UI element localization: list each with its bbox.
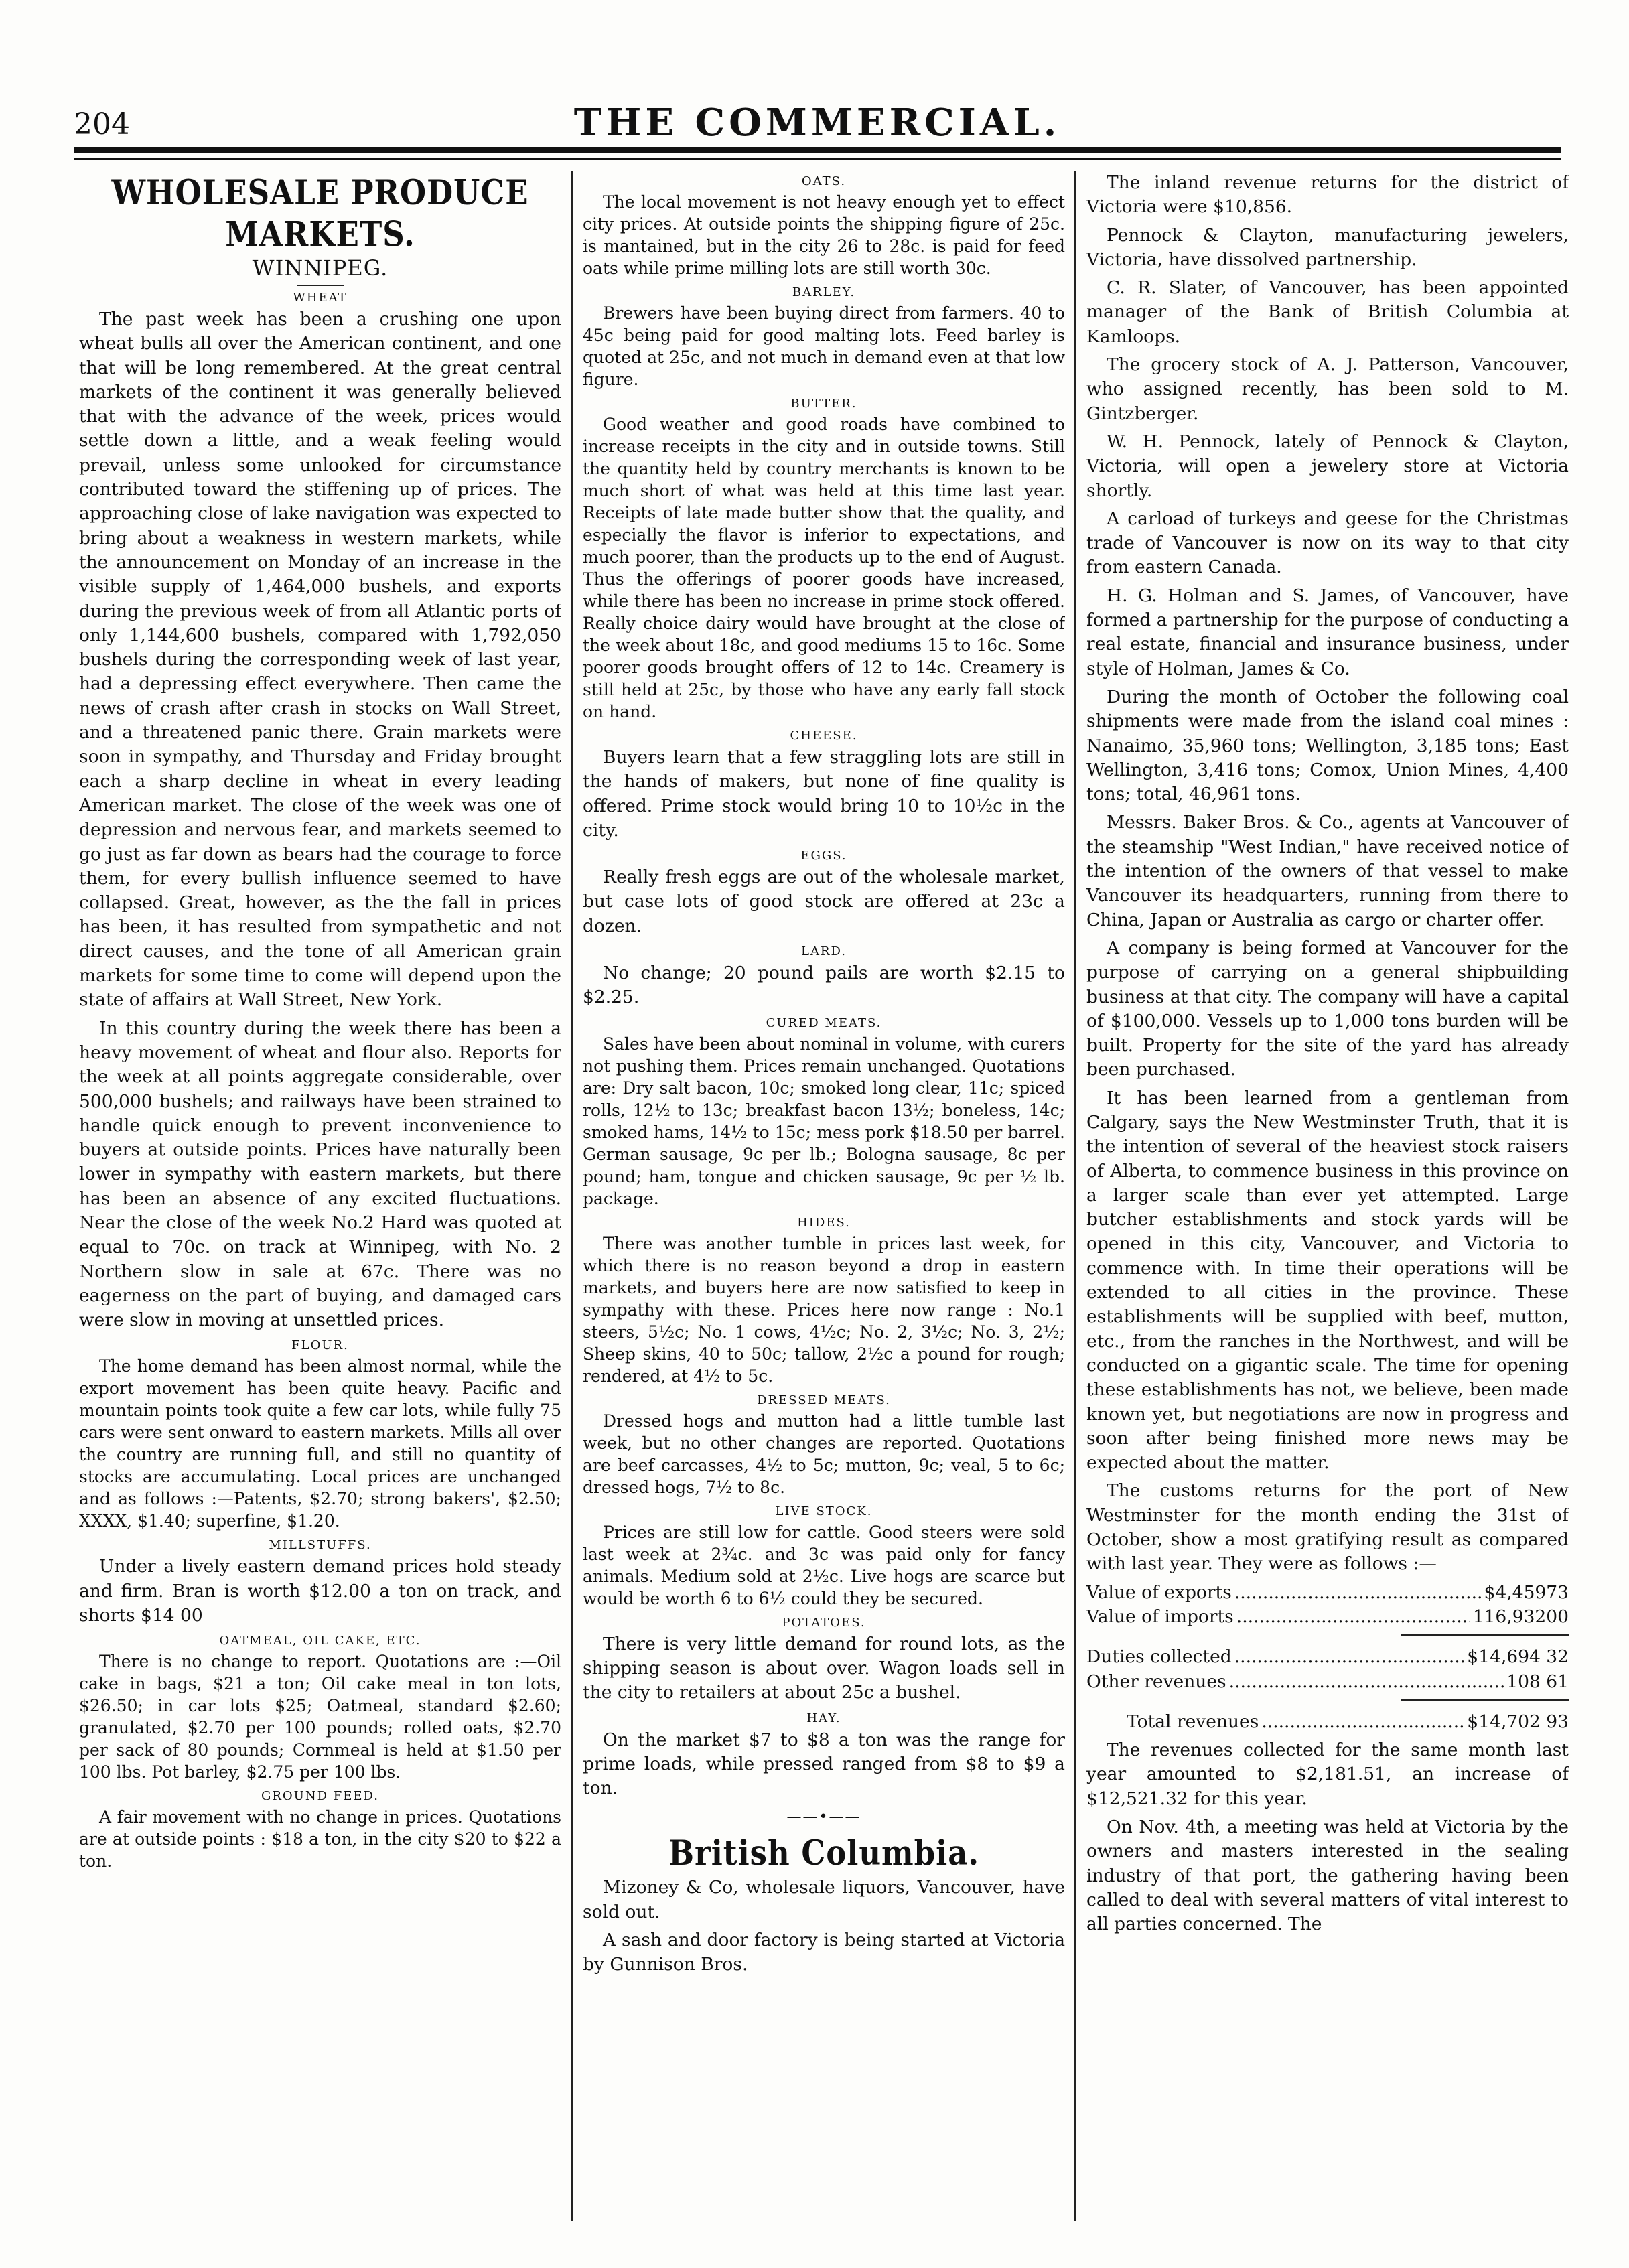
paragraph-butter: Good weather and good roads have combined to increase receipts in the city and in outside towns. Still the quantity held by country merchants is known to be much short of what was held at this time last year. Receipts of late made butter show that the quality, and especially the flavor is inferior to expectations, and much poorer, than the products up to the end of August. Thus the offerings of poorer goods have increased, while there has been no increase in prime stock offered. Really choice dairy would have brought at the close of the week about 18c, and good mediums 15 to 16c. Some poorer goods brought offers of 12 to 14c. Creamery is still held at 25c, by those who have any early fall stock on hand. (583, 415, 1065, 721)
subhead-winnipeg: WINNIPEG. (252, 255, 388, 281)
paragraph-baker-bros: Messrs. Baker Bros. & Co., agents at Vancouver of the steamship "West Indian," have received notice of the intention of the owners of that vessel to make Vancouver its headquarters, running from there to China, Japan or Australia as cargo or charter offer. (1086, 812, 1569, 930)
heading-potatoes: POTATOES. (782, 1615, 866, 1630)
paragraph-lard: No change; 20 pound pails are worth $2.15 to $2.25. (583, 963, 1065, 1008)
paragraph-hay: On the market $7 to $8 a ton was the range for prime loads, while pressed ranged from $8 to $9 a ton. (583, 1729, 1065, 1799)
ledger-leader-dots (1236, 1605, 1470, 1629)
page-number: 204 (74, 107, 130, 141)
paragraph-wheat-2: In this country during the week there has been a heavy movement of wheat and flour also. Reports for the week at all points aggregate considerable, over 500,000 bushels; and railways have been strained to handle quick enough to prevent inconvenience to buyers at outside points. Prices have naturally been lower in sympathy with eastern markets, but there has been an absence of any excited fluctuations. Near the close of the week No.2 Hard was quoted at equal to 70c. on track at Winnipeg, with No. 2 Northern slow in sale at 67c. There was no eagerness on the part of buying, and damaged cars were slow in moving at unsettled prices. (79, 1017, 561, 1331)
section-title-wholesale-produce: WHOLESALE PRODUCE MARKETS. (111, 171, 529, 255)
column-2 (583, 171, 1065, 2228)
heading-cheese: CHEESE. (790, 729, 858, 743)
header-rule-thick (74, 147, 1561, 153)
ledger-amount: $4,45973 (1484, 1581, 1569, 1603)
paragraph-pennock-clayton: Pennock & Clayton, manufacturing jewelers, Victoria, have dissolved partnership. (1086, 224, 1569, 270)
heading-hay: HAY. (806, 1711, 841, 1725)
paragraph-oatmeal: There is no change to report. Quotations are :—Oil cake in bags, $21 a ton; Oil cake meal in ton lots, $26.50; in car lots $25; Oatmeal, standard $2.60; granulated, $2.70 per 100 pounds; rolled oats, $2.70 per sack of 80 pounds; Cornmeal is held at $1.50 per 100 lbs. Pot barley, $2.75 per 100 lbs. (79, 1652, 561, 1782)
heading-lard: LARD. (800, 944, 847, 959)
paragraph-oats: The local movement is not heavy enough yet to effect city prices. At outside points the shipping figure of 25c. is mantained, but in the city 26 to 28c. is paid for feed oats while prime milling lots are still worth 30c. (583, 192, 1065, 278)
ledger-leader-dots (1261, 1710, 1464, 1734)
page-header (74, 100, 1561, 154)
ledger-row-duties (1086, 1645, 1569, 1669)
paragraph-live-stock: Prices are still low for cattle. Good steers were sold last week at 2¾c. and 3c was paid only for fancy animals. Medium sold at 2½c. Live hogs are scarce but would be worth 6 to 6½ could they be secured. (583, 1522, 1065, 1608)
ledger-label: Total revenues (1127, 1711, 1259, 1732)
paragraph-shipbuilding: A company is being formed at Vancouver for the purpose of carrying on a general shipbuilding business at that city. The company will have a capital of $100,000. Vessels up to 1,000 tons burden will be built. Property for the site of the yard has already been purchased. (1086, 937, 1569, 1080)
paragraph-stock-raisers: It has been learned from a gentleman from Calgary, says the New Westminster Truth, that it is the intention of several of the heaviest stock raisers of Alberta, to commence business in this province on a larger scale than ever yet attempted. Large butcher establishments and stock yards will be opened in this city, Vancouver, and Victoria to commence with. In time their operations will be extended to all cities in the province. These establishments will be supplied with beef, mutton, etc., from the ranches in the Northwest, and will be conducted on a gigantic scale. The time for opening these establishments has not, we believe, been made known yet, but negotiations are now in progress and soon after being finished more news may be expected about the matter. (1086, 1087, 1569, 1474)
paragraph-cured-meats: Sales have been about nominal in volume, with curers not pushing them. Prices remain unchanged. Quotations are: Dry salt bacon, 10c; smoked long clear, 11c; spiced rolls, 12½ to 13c; breakfast bacon 13½; boneless, 14c; smoked hams, 14½ to 15c; mess pork $18.50 per barrel. German sausage, 9c per lb.; Bologna sausage, 8c per pound; ham, tongue and chicken sausage, 9c per ½ lb. package. (583, 1034, 1065, 1208)
header-rule-thin (74, 158, 1561, 160)
paragraph-slater: C. R. Slater, of Vancouver, has been appointed manager of the Bank of British Columbia at Kamloops. (1086, 277, 1569, 347)
masthead-title: THE COMMERCIAL. (573, 100, 1061, 145)
heading-eggs: EGGS. (800, 849, 847, 863)
heading-barley: BARLEY. (792, 285, 856, 299)
paragraph-flour: The home demand has been almost normal, while the export movement has been quite heavy. Pacific and mountain points took quite a few car lots, while fully 75 cars were sent onward to eastern markets. Mills all over the country are running full, and still no quantity of stocks are accumulating. Local prices are unchanged and as follows :—Patents, $2.70; strong bakers', $2.50; XXXX, $1.40; superfine, $1.20. (79, 1356, 561, 1531)
paragraph-millstuffs: Under a lively eastern demand prices hold steady and firm. Bran is worth $12.00 a ton on track, and shorts $14 00 (79, 1556, 561, 1626)
ledger-label: Value of imports (1086, 1606, 1234, 1627)
ledger-label: Value of exports (1086, 1581, 1232, 1603)
ledger-leader-dots (1234, 1645, 1465, 1669)
paragraph-holman-james: H. G. Holman and S. James, of Vancouver, have formed a partnership for the purpose of conducting a real estate, financial and insurance business, under style of Holman, James & Co. (1086, 585, 1569, 679)
paragraph-sealing-meeting: On Nov. 4th, a meeting was held at Victoria by the owners and masters interested in the sealing industry of that port, the gathering having been called to deal with several matters of vital interest to all parties concerned. The (1086, 1817, 1569, 1935)
heading-flour: FLOUR. (291, 1338, 349, 1353)
ledger-leader-dots (1229, 1670, 1504, 1694)
paragraph-hides: There was another tumble in prices last week, for which there is no reason beyond a drop in eastern markets, and buyers here are now satisfied to keep in sympathy with these. Prices here now range : No.1 steers, 5½c; No. 1 cows, 4½c; No. 2, 3½c; No. 3, 2½; Sheep skins, 40 to 50c; tallow, 2½c a pound for rough; rendered, at 4½ to 5c. (583, 1233, 1065, 1386)
column-3 (1086, 171, 1569, 2228)
heading-oats: OATS. (801, 174, 847, 188)
ledger-amount: $14,702 93 (1467, 1711, 1569, 1732)
heading-oatmeal: OATMEAL, OIL CAKE, ETC. (219, 1634, 421, 1648)
heading-millstuffs: MILLSTUFFS. (269, 1538, 372, 1553)
ledger-label: Duties collected (1086, 1646, 1232, 1668)
heading-wheat: WHEAT (293, 291, 348, 305)
paragraph-revenue-comparison: The revenues collected for the same month last year amounted to $2,181.51, an increase of $12,521.32 for this year. (1086, 1740, 1569, 1809)
ledger-label: Other revenues (1086, 1671, 1226, 1692)
heading-ground-feed: GROUND FEED. (261, 1789, 380, 1804)
paragraph-eggs: Really fresh eggs are out of the wholesale market, but case lots of good stock are offered at 23c a dozen. (583, 867, 1065, 936)
paragraph-ground-feed: A fair movement with no change in prices. Quotations are at outside points : $18 a ton, in the city $20 to $22 a ton. (79, 1807, 561, 1871)
paragraph-inland-revenue: The inland revenue returns for the district of Victoria were $10,856. (1086, 172, 1569, 218)
ledger-row-imports (1086, 1605, 1569, 1629)
heading-dressed-meats: DRESSED MEATS. (757, 1393, 891, 1407)
column-divider-1 (571, 171, 573, 2221)
heading-hides: HIDES. (797, 1215, 851, 1230)
column-divider-2 (1074, 171, 1076, 2221)
column-1 (79, 171, 561, 2228)
paragraph-bc-1: Mizoney & Co, wholesale liquors, Vancouver, have sold out. (583, 1877, 1065, 1922)
paragraph-pennock-jewelery: W. H. Pennock, lately of Pennock & Clayton, Victoria, will open a jewelery store at Victoria shortly. (1086, 431, 1569, 501)
heading-live-stock: LIVE STOCK. (775, 1504, 873, 1518)
ledger-amount: $14,694 32 (1467, 1646, 1569, 1668)
ledger-row-exports (1086, 1581, 1569, 1605)
paragraph-customs-returns: The customs returns for the port of New Westminster for the month ending the 31st of October, show a most gratifying result as compared with last year. They were as follows :— (1086, 1480, 1569, 1575)
ledger-row-other (1086, 1670, 1569, 1694)
paragraph-turkeys: A carload of turkeys and geese for the Christmas trade of Vancouver is now on its way to that city from eastern Canada. (1086, 508, 1569, 578)
heading-cured-meats: CURED MEATS. (766, 1015, 882, 1030)
paragraph-coal-shipments: During the month of October the following coal shipments were made from the island coal mines : Nanaimo, 35,960 tons; Wellington, 3,185 tons; East Wellington, 3,416 tons; Comox, Union Mines, 4,400 tons; total, 46,961 tons. (1086, 686, 1569, 805)
ledger-amount: 108 61 (1506, 1671, 1569, 1692)
paragraph-wheat-1: The past week has been a crushing one upon wheat bulls all over the American continent, and one that will be long remembered. At the great central markets of the continent it was generally believed that with the advance of the week, prices would settle down a little, and a weak feeling would prevail, unless some unlooked for circumstance contributed toward the stiffening up of prices. The approaching close of lake navigation was expected to bring about a weakness in western markets, while the announcement on Monday of an increase in the visible supply of 1,464,000 bushels, and exports during the previous week of from all Atlantic ports of only 1,144,600 bushels, compared with 1,792,050 bushels during the corresponding week of last year, had a depressing effect everywhere. Then came the news of crash after crash in stocks on Wall Street, and a threatened panic there. Grain markets were soon in sympathy, and Thursday and Friday brought each a sharp decline in wheat in every leading American market. The close of the week was one of depression and nervous fear, and markets seemed to go just as far down as bears had the courage to force them, for every bullish influence seemed to have collapsed. Great, however, as the the fall in prices has been, it has resulted from sympathetic and not direct causes, and the tone of all American grain markets for some time to come will depend upon the state of affairs at Wall Street, New York. (79, 309, 561, 1011)
section-title-british-columbia: British Columbia. (668, 1833, 980, 1874)
customs-ledger (1086, 1581, 1569, 1734)
paragraph-dressed-meats: Dressed hogs and mutton had a little tumble last week, but no other changes are reported. Quotations are beef carcasses, 4½ to 5c; mutton, 9c; veal, 5 to 6c; dressed hogs, 7½ to 8c. (583, 1411, 1065, 1497)
heading-butter: BUTTER. (790, 397, 857, 411)
ledger-row-total (1086, 1710, 1569, 1734)
paragraph-cheese: Buyers learn that a few straggling lots are still in the hands of makers, but none of fine quality is offered. Prime stock would bring 10 to 10½c in the city. (583, 747, 1065, 841)
ledger-rule (1401, 1634, 1569, 1636)
ornament-divider: ——•—— (786, 1809, 861, 1826)
ledger-rule (1401, 1699, 1569, 1701)
paragraph-barley: Brewers have been buying direct from farmers. 40 to 45c being paid for good malting lots. Feed barley is quoted at 25c, and not much in demand even at that low figure. (583, 303, 1065, 389)
ledger-leader-dots (1234, 1581, 1482, 1605)
paragraph-potatoes: There is very little demand for round lots, as the shipping season is about over. Wagon loads sell in the city to retailers at about 25c a bushel. (583, 1633, 1065, 1703)
ledger-amount: 116,93200 (1472, 1606, 1569, 1627)
paragraph-bc-2: A sash and door factory is being started at Victoria by Gunnison Bros. (583, 1930, 1065, 1975)
subhead-rule (297, 285, 344, 286)
paragraph-patterson: The grocery stock of A. J. Patterson, Vancouver, who assigned recently, has been sold to M. Gintzberger. (1086, 354, 1569, 424)
